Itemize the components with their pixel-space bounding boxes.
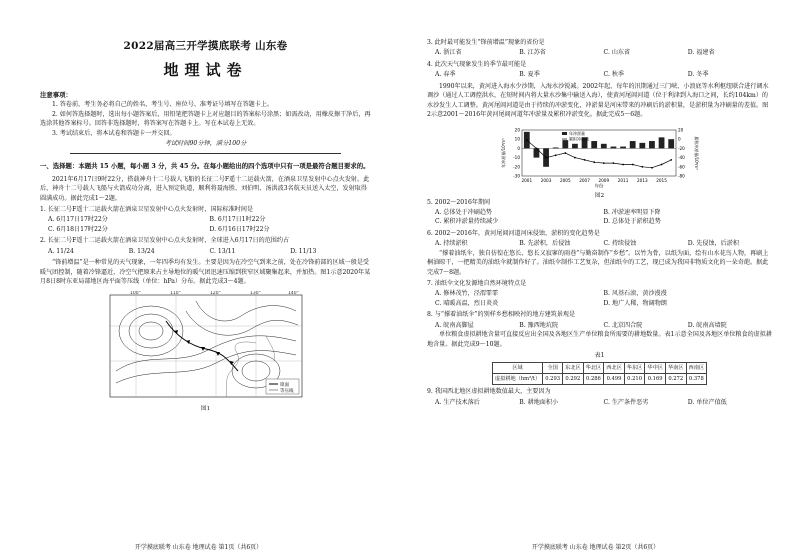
question-3: 3. 此时最可能发生“锋前增温”现象的省份是 [427,39,545,46]
table-cell: 0.169 [645,374,666,385]
x-tick-label: 2009 [597,177,609,183]
legend-isobar-label: 等压线 [279,388,293,394]
table-header: 东北区 [563,363,584,374]
table-cell: 0.292 [563,374,584,385]
option[interactable]: A. 皖南高脚屋 [435,321,474,329]
y2-tick-label: 20 [677,127,683,132]
q2-options [48,247,371,256]
bar-annual-sediment [591,141,597,148]
point-cumulative [631,163,633,165]
x-tick-label: 2013 [636,177,648,183]
svg-text:110°: 110° [169,290,181,296]
point-cumulative [535,147,537,149]
table-row [492,374,706,385]
point-cumulative [525,139,527,141]
y-tick-label: 20 [514,127,520,132]
point-cumulative [602,162,604,164]
notice-item: 3. 考试结束后，将本试卷和答题卡一并交回。 [52,129,176,137]
page-footer: 开学摸底联考 山东卷 地理试卷 第2页（共6页） [531,543,660,551]
point-cumulative [583,159,585,161]
q8-options [435,321,772,330]
bar-annual-sediment [562,140,568,148]
question-2: 2. 长征二号F遥十二运载火箭在酒泉卫星发射中心点火发射时，全球进入6月17日的范围约占 [40,237,290,245]
y-tick-label: 0 [516,145,520,151]
option[interactable]: D. 皖南高墙院 [687,321,727,329]
option[interactable]: C. 持续侵蚀 [603,240,637,248]
exam-title: 2022届高三开学摸底联考 山东卷 [123,40,288,52]
x-tick-label: 2007 [578,177,590,183]
bar-annual-sediment [600,143,606,148]
y-tick-label: -30 [512,173,520,178]
option[interactable]: A. 浙江省 [435,49,462,57]
legend-front-label: 锋面 [279,382,289,388]
option[interactable]: B. 先淤积，后侵蚀 [519,240,571,248]
point-cumulative [622,163,624,165]
option[interactable]: D. 总体处于淤积趋势 [603,218,661,226]
table-cell: 0.293 [543,374,563,385]
svg-text:140°: 140° [287,290,299,296]
y-tick-label: 10 [514,136,520,142]
option[interactable]: A. 6月17日17时22分 [48,216,108,224]
point-cumulative [564,152,566,154]
y-axis-label: 年冲淤量/10⁶m³ [500,137,506,168]
y2-tick-label: 0 [677,136,681,142]
table-cell: 0.378 [686,374,707,385]
y2-tick-label: -40 [677,154,685,160]
option[interactable]: A. 春季 [435,71,456,79]
passage: “撑着油纸伞，独自彷徨在悠长、悠长又寂寥的雨巷”与勤奋制作“乡愁”。以竹为骨，以纸为面，绘有山水花鸟人物，再刷上桐油晾干，一把精美的油纸伞就制作好了。油纸伞制作工艺复杂，但油纸伞的工艺，现已成为我国非物质文化的一朵奇葩。据此完成7～8题。 [427,249,769,276]
x-tick-label: 2015 [655,177,667,183]
option[interactable]: B. 13/24 [128,247,155,255]
option[interactable]: D. 11/13 [290,247,317,255]
option[interactable]: D. 福建省 [687,49,715,57]
page-footer: 开学摸底联考 山东卷 地理试卷 第1页（共6页） [134,543,263,551]
option[interactable]: C. 累积冲淤量持续减少 [435,218,499,226]
y-tick-label: -10 [512,154,520,160]
passage: 单位粮食虚拟耕地含量可直接反应出全国及各地区生产单位粮食所需要的耕地数量。表1示意全国及各地区单位粮食的虚拟耕地含量。据此完成9～10题。 [427,331,772,348]
table-cell: 0.210 [624,374,645,385]
q6-options [435,239,772,248]
passage: “锋前增温”是一种常见的天气现象，一年四季均有发生。主要是因为在冷空气到来之前，处在冷锋前部的区域一般是受暖气团控制，随着冷锋逼近，冷空气把原来占主导地位的暖气团迅速压缩到狭窄区域聚集起来，并加热。图1示意2020年某月8日8时东亚局部地区海平面等压线（单位：hPa）分布。据此完成3～4题。 [40,259,371,286]
svg-text:120°: 120° [209,290,221,296]
table-row-label: 虚拟耕地（hm²/t） [492,374,542,385]
option[interactable]: C. 山东省 [603,49,631,57]
bar-annual-sediment [649,141,655,148]
table-caption: 表1 [594,352,605,360]
question-7: 7. 油纸伞文化发源地自然环境特点是 [427,280,527,287]
x-tick-label: 2001 [520,177,532,183]
option[interactable]: D. 冬季 [687,71,709,79]
y2-tick-label: -20 [677,145,685,151]
map-caption: 图1 [200,405,211,412]
svg-text:130°: 130° [249,290,261,296]
bar-annual-sediment [639,142,645,148]
bar-annual-sediment [552,147,558,148]
exam-time: 考试时间90分钟，满分100分 [164,140,247,148]
passage: 1990年以来，黄河进入海水少沙期，入海水沙锐减。2002年起，每年的汛期通过三门峡、小浪底等水利枢纽联合进行调水调沙（通过人工调控洪水，在短时间内将大量水沙集中输送入海），使黄河尾闾河道（位于利津到入海口之间，长约104km）的水沙发生人工调整。黄河尾闾河道是由于持续的冲淤变化，冲淤量是河床带来的冲刷后的淤积量，是淤积量为冲刷量的差值。图2示意2001～2016年黄河尾闾河道年冲淤量及累积冲淤变化。据此完成5～6题。 [427,82,769,119]
svg-text:100°: 100° [129,290,141,296]
question-1: 1. 长征二号F遥十二运载火箭在酒泉卫星发射中心点火发射时，国际标准时间是 [40,206,254,214]
sediment-chart [500,124,700,199]
table-header: 西北区 [604,363,625,374]
question-8: 8. 与“撑着油纸伞”的别样乡愁相映衬的地方建筑景观是 [427,311,576,319]
option[interactable]: B. 耕地面积小 [519,398,559,406]
option[interactable]: B. 豫西地坑院 [519,321,559,329]
y2-tick-label: -80 [677,173,685,178]
q1-options [48,215,371,234]
q9-options [435,398,772,407]
divider [70,153,341,154]
option[interactable]: A. 修林茂竹，泾渭霏霏 [435,290,499,298]
bar-annual-sediment [658,137,664,148]
table-header: 华中区 [645,363,666,374]
virtual-farmland-table [492,362,707,385]
y-tick-label: -20 [512,163,520,169]
isobar-map-svg [106,291,306,401]
x-axis-label: 年份 [594,184,603,188]
q5-options [435,208,772,227]
option[interactable]: C. 北京四合院 [603,321,643,329]
option[interactable]: D. 单位产值低 [687,398,727,406]
option[interactable]: C. 13/11 [209,247,236,255]
subject-title: 地理试卷 [163,61,248,80]
q7-options [435,289,772,308]
option[interactable]: B. 江苏省 [519,49,546,57]
option[interactable]: C. 晴暖高温，烈日炎炎 [435,299,499,307]
legend-line-label: 累积冲淤量 [568,136,589,141]
point-cumulative [545,156,547,158]
section-heading: 一、选择题：本题共 15 小题，每小题 3 分，共 45 分。在每小题给出的四个选项中只有一项是最符合题目要求的。 [40,161,370,170]
question-4: 4. 此次天气现象发生的季节最可能是 [427,60,527,68]
pressure-map [106,290,306,412]
option[interactable]: A. 11/24 [48,247,74,255]
question-6: 6. 2002～2016年，黄河尾闾河道河床侵蚀、淤积的变化趋势是 [427,229,600,237]
option[interactable]: D. 先侵蚀，后淤积 [687,240,739,248]
q3-options [435,48,772,57]
bar-annual-sediment [572,143,578,148]
point-cumulative [593,161,595,163]
option[interactable]: B. 风基石滚，黄沙漫漫 [603,290,667,298]
notice-item: 1. 答卷前，考生务必将自己的姓名、考生号、座位号、准考证号填写在答题卡上。 [52,101,274,109]
chart-caption: 图2 [594,192,605,199]
y2-axis-label: 累积冲淤量/10⁶m³ [693,135,699,170]
option[interactable]: A. 生产技术落后 [435,398,480,406]
table-header: 华北区 [583,363,604,374]
option[interactable]: B. 6月17日1时22分 [209,216,266,224]
passage: 2021年6月17日9时22分，搭载神舟十二号载人飞船的长征二号F遥十二运载火箭，在酒泉卫星发射中心点火发射。此后，神舟十二号载人飞船与火箭成功分离，进入预定轨道，顺利将聂海胜、刘伯明、汤洪波3名航天员送入太空，发射取得圆满成功。据此完成1～2题。 [40,175,370,202]
option[interactable]: D. 6月16日17时22分 [209,225,270,233]
q4-options [435,70,772,79]
notice-heading: 注意事项： [40,90,72,99]
point-cumulative [670,159,672,161]
bar-annual-sediment [610,146,616,148]
table-header-row [492,363,706,374]
table-header: 华南区 [665,363,686,374]
option[interactable]: C. 秋季 [603,71,625,79]
question-5: 5. 2002～2016年期间 [427,198,491,206]
table-cell: 0.499 [604,374,625,385]
point-cumulative [612,162,614,164]
table-cell: 0.272 [665,374,686,385]
bar-annual-sediment [668,139,674,148]
right-page [397,0,794,558]
option[interactable]: B. 夏季 [519,71,540,79]
bar-annual-sediment [629,141,635,148]
table-cell: 0.286 [583,374,604,385]
question-9: 9. 我国西北地区虚拟耕地数值最大，主要因为 [427,388,551,396]
option[interactable]: B. 冲淤速率明显下降 [603,208,661,216]
point-cumulative [574,156,576,158]
x-tick-label: 2005 [559,177,571,183]
option[interactable]: C. 6月18日17时22分 [48,225,108,233]
point-cumulative [660,163,662,165]
table-header: 西南区 [686,363,707,374]
legend-bar-swatch [562,132,567,135]
x-tick-label: 2003 [540,177,551,183]
legend-bar-label: 年冲淤量 [568,130,585,136]
bar-annual-sediment [620,146,626,148]
table-header: 华东区 [624,363,645,374]
option[interactable]: A. 持续淤积 [435,240,468,248]
table-header: 区域 [492,363,542,374]
chart-svg [500,124,700,188]
notice-item: 2. 如何答选择题时，选出每小题答案后，用铅笔把答题卡上对应题目的答案标号涂黑；如需改动，用橡皮擦干净后，再选涂其他答案标号。回答非选择题时，将答案写在答题卡上。写在本试卷上无效。 [40,110,371,128]
option[interactable]: A. 总体处于冲刷趋势 [435,208,493,216]
point-cumulative [641,165,643,167]
x-tick-label: 2011 [617,177,628,183]
bar-annual-sediment [533,148,539,157]
option[interactable]: D. 地广人稀，物阔物朗 [603,299,667,307]
point-cumulative [554,154,556,156]
y2-tick-label: -60 [677,163,685,169]
option[interactable]: C. 生产条件恶劣 [603,398,649,406]
point-cumulative [651,166,653,168]
table-header: 全国 [543,363,563,374]
